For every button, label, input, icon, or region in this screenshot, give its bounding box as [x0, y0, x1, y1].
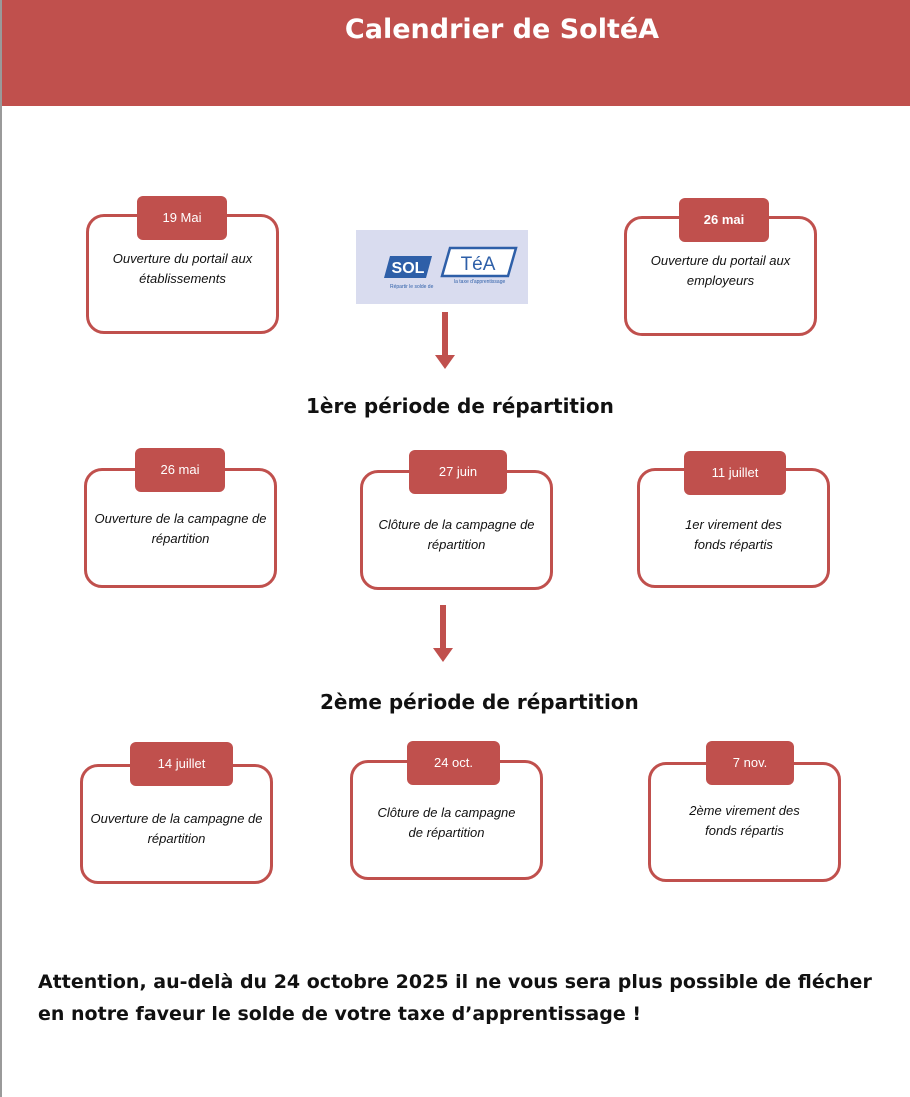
soltea-logo-graphic: [356, 230, 528, 304]
arrow-down-icon: [430, 312, 460, 372]
event-description: 2ème virement des fonds répartis: [689, 803, 800, 838]
event-description: Ouverture de la campagne de répartition: [94, 511, 267, 546]
event-date-tab: 7 nov.: [706, 741, 794, 785]
event-date-tab: 14 juillet: [130, 742, 233, 786]
period-2-title: 2ème période de répartition: [320, 690, 639, 714]
event-description: Clôture de la campagne de répartition: [377, 805, 516, 840]
deadline-warning: Attention, au-delà du 24 octobre 2025 il ne vous sera plus possible de flécher en notre faveur le solde de votre taxe d’apprentissage !: [38, 971, 872, 1025]
event-date-tab: 24 oct.: [407, 741, 500, 785]
event-description: Ouverture de la campagne de répartition: [90, 811, 263, 846]
event-description: Ouverture du portail aux établissements: [112, 251, 253, 286]
event-date-tab: 26 mai: [135, 448, 225, 492]
logo-tea-text: TéA: [460, 254, 496, 275]
event-date-tab: 26 mai: [679, 198, 769, 242]
logo-sol-text: SOL: [391, 260, 425, 277]
logo-tagline-right: la taxe d'apprentissage: [454, 279, 506, 285]
soltea-logo: [356, 230, 528, 304]
event-date-tab: 19 Mai: [137, 196, 227, 240]
event-description: Clôture de la campagne de répartition: [378, 517, 535, 552]
header-banner: [2, 0, 910, 106]
event-description: 1er virement des fonds répartis: [685, 517, 782, 552]
page-title: Calendrier de SoltéA: [344, 14, 660, 45]
event-description: Ouverture du portail aux employeurs: [650, 253, 791, 288]
event-date-tab: 27 juin: [409, 450, 507, 494]
event-date-tab: 11 juillet: [684, 451, 786, 495]
page-left-border: [0, 0, 2, 1097]
period-1-title: 1ère période de répartition: [306, 394, 614, 418]
arrow-down-icon: [428, 605, 458, 665]
logo-tagline-left: Répartir le solde de: [390, 284, 434, 290]
